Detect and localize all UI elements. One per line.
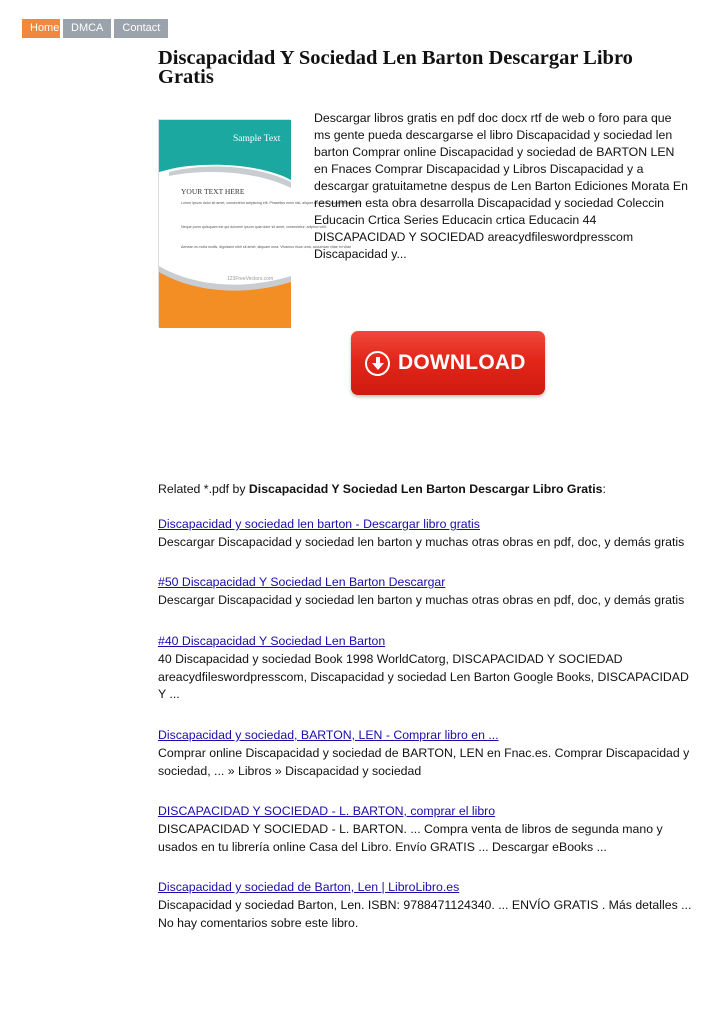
related-heading bbox=[158, 482, 606, 496]
related-item bbox=[158, 803, 693, 856]
related-link[interactable]: Discapacidad y sociedad, BARTON, LEN - Comprar libro en ... bbox=[158, 728, 499, 742]
nav-contact[interactable]: Contact bbox=[114, 19, 168, 38]
book-cover-image bbox=[158, 119, 362, 327]
cover-body-text-3: Aenean eu nulla mollis, dignissim nibh sit amet, aliquam urna. Vivamus risus urna, accumsan vitae mi vitae bbox=[181, 245, 352, 249]
cover-header-text: Sample Text bbox=[233, 134, 281, 144]
related-item bbox=[158, 516, 693, 552]
related-item bbox=[158, 879, 693, 932]
page-title: Discapacidad Y Sociedad Len Barton Descargar Libro Gratis bbox=[158, 47, 633, 88]
related-description: 40 Discapacidad y sociedad Book 1998 WorldCatorg, DISCAPACIDAD Y SOCIEDAD areacydfileswordpresscom, Discapacidad y sociedad Len Barton Google Books, DISCAPACIDAD Y ... bbox=[158, 652, 689, 701]
download-label: DOWNLOAD bbox=[398, 351, 526, 374]
related-bold: Discapacidad Y Sociedad Len Barton Descargar Libro Gratis bbox=[248, 482, 603, 496]
related-description: Descargar Discapacidad y sociedad len barton y muchas otras obras en pdf, doc, y demás gratis bbox=[158, 593, 685, 607]
book-summary: Descargar libros gratis en pdf doc docx rtf de web o foro para que ms gente pueda descargarse el libro Discapacidad y sociedad len barton Comprar online Discapacidad y sociedad de BARTON LEN en Fnaces Comprar Discapacidad y Libros Discapacidad y a descargar gratuitametne despus de Len Barton Ediciones Morata En resumen esta obra desarrolla Discapacidad y sociedad Coleccin Educacin Crtica Series Educacin crtica Educacin 44 DISCAPACIDAD Y SOCIEDAD areacydfileswordpresscom Discapacidad y... bbox=[314, 111, 688, 261]
cover-title-text: YOUR TEXT HERE bbox=[181, 187, 245, 196]
related-description: Descargar Discapacidad y sociedad len barton y muchas otras obras en pdf, doc, y demás gratis bbox=[158, 535, 685, 549]
related-prefix: Related *.pdf by bbox=[158, 482, 249, 496]
related-description: Discapacidad y sociedad Barton, Len. ISBN: 9788471124340. ... ENVÍO GRATIS . Más detalles ... No hay comentarios sobre este libro. bbox=[158, 898, 692, 930]
nav-home[interactable]: Home bbox=[22, 19, 60, 38]
top-nav bbox=[22, 19, 168, 38]
cover-body-text-2: Neque porro quisquam est qui dolorem ipsum quia dolor sit amet, consectetur, adipisci velit. bbox=[181, 225, 327, 229]
related-link[interactable]: Discapacidad y sociedad de Barton, Len | LibroLibro.es bbox=[158, 880, 460, 894]
related-link[interactable]: DISCAPACIDAD Y SOCIEDAD - L. BARTON, comprar el libro bbox=[158, 804, 496, 818]
related-description: DISCAPACIDAD Y SOCIEDAD - L. BARTON. ... Compra venta de libros de segunda mano y usados en tu librería online Casa del Libro. Envío GRATIS ... Descargar eBooks ... bbox=[158, 822, 663, 854]
related-link[interactable]: #50 Discapacidad Y Sociedad Len Barton Descargar bbox=[158, 575, 446, 589]
related-item bbox=[158, 727, 693, 780]
cover-watermark: 123FreeVectors.com bbox=[227, 276, 274, 282]
download-button[interactable] bbox=[351, 331, 545, 395]
cover-body-text-1: Lorem ipsum dolor sit amet, consectetur adipiscing elit. Phasellus enim nisl, aliquet eu nisi id, aliquam elementum bbox=[181, 201, 362, 205]
related-link[interactable]: Discapacidad y sociedad len barton - Descargar libro gratis bbox=[158, 517, 480, 531]
related-suffix: : bbox=[602, 482, 606, 496]
download-arrow-icon bbox=[365, 351, 390, 376]
related-link[interactable]: #40 Discapacidad Y Sociedad Len Barton bbox=[158, 634, 386, 648]
related-description: Comprar online Discapacidad y sociedad de BARTON, LEN en Fnac.es. Comprar Discapacidad y sociedad, ... » Libros » Discapacidad y sociedad bbox=[158, 746, 690, 778]
nav-dmca[interactable]: DMCA bbox=[63, 19, 111, 38]
related-item bbox=[158, 633, 693, 704]
related-item bbox=[158, 574, 693, 610]
